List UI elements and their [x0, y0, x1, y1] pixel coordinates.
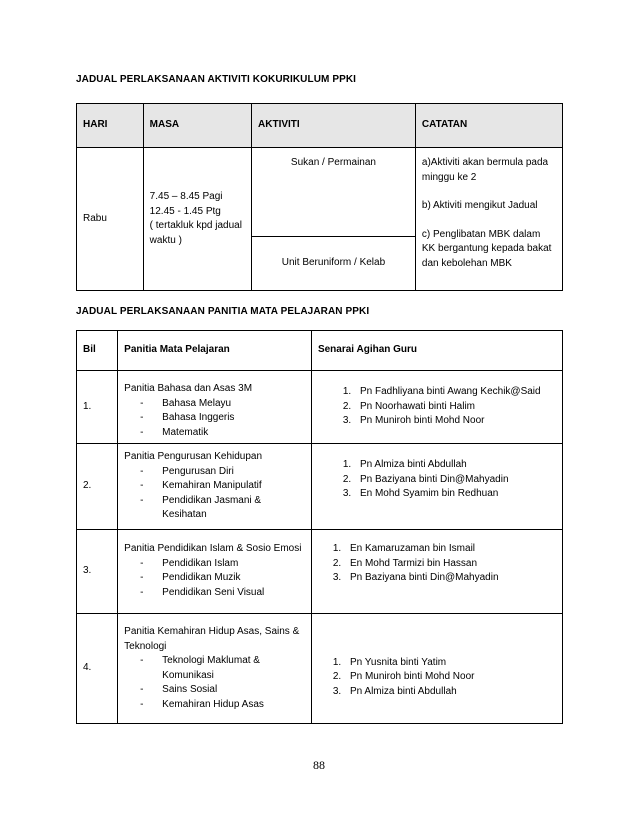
panitia-name: Panitia Kemahiran Hidup Asas, Sains & Teknologi	[124, 626, 300, 652]
subject-list	[124, 465, 305, 523]
aktiviti-cell: Unit Beruniform / Kelab	[252, 237, 416, 291]
table-row	[77, 444, 563, 530]
list-item: 2. Pn Noorhawati binti Halim	[354, 400, 556, 415]
list-item: 1. En Kamaruzaman bin Ismail	[344, 542, 556, 557]
section-heading-kokurikulum: JADUAL PERLAKSANAAN AKTIVITI KOKURIKULUM PPKI	[76, 74, 357, 85]
list-item: - Pendidikan Islam	[140, 557, 305, 572]
panitia-cell	[118, 371, 312, 444]
list-item: 3. Pn Almiza binti Abdullah	[344, 685, 556, 700]
catatan-note: c) Penglibatan MBK dalam KK bergantung kepada bakat dan kebolehan MBK	[421, 228, 552, 269]
masa-line: ( tertakluk kpd jadual	[149, 220, 242, 231]
header-guru: Senarai Agihan Guru	[311, 331, 562, 371]
guru-list	[318, 458, 556, 502]
section-heading-panitia: JADUAL PERLAKSANAAN PANITIA MATA PELAJARAN PPKI	[76, 306, 370, 317]
list-item: - Pengurusan Diri	[140, 465, 305, 480]
table-row	[77, 614, 563, 724]
list-item: 3. En Mohd Syamim bin Redhuan	[354, 487, 556, 502]
list-item: - Bahasa Inggeris	[140, 411, 305, 426]
list-item: - Sains Sosial	[140, 683, 305, 698]
catatan-note: b) Aktiviti mengikut Jadual	[421, 200, 538, 211]
list-item: - Matematik	[140, 426, 305, 441]
guru-cell	[311, 614, 562, 724]
list-item: 2. En Mohd Tarmizi bin Hassan	[344, 557, 556, 572]
table-row	[77, 530, 563, 614]
list-item: 3. Pn Baziyana binti Din@Mahyadin	[344, 571, 556, 586]
catatan-cell	[415, 148, 562, 291]
guru-list	[318, 656, 556, 700]
catatan-note: a)Aktiviti akan bermula pada minggu ke 2	[421, 157, 549, 183]
table-row	[77, 148, 563, 237]
table-row	[77, 371, 563, 444]
header-masa: MASA	[143, 104, 251, 148]
bil-cell: 2.	[77, 444, 118, 530]
panitia-cell	[118, 444, 312, 530]
aktiviti-cell: Sukan / Permainan	[252, 148, 416, 237]
bil-cell: 3.	[77, 530, 118, 614]
list-item: - Pendidikan Jasmani & Kesihatan	[140, 494, 305, 523]
subject-list	[124, 654, 305, 712]
list-item: 1. Pn Almiza binti Abdullah	[354, 458, 556, 473]
guru-list	[318, 542, 556, 586]
list-item: - Kemahiran Hidup Asas	[140, 698, 305, 713]
guru-cell	[311, 530, 562, 614]
list-item: - Teknologi Maklumat & Komunikasi	[140, 654, 305, 683]
masa-line: waktu )	[149, 234, 182, 246]
panitia-name: Panitia Pengurusan Kehidupan	[124, 451, 263, 463]
guru-cell	[311, 444, 562, 530]
guru-list	[318, 385, 556, 429]
page-number: 88	[313, 758, 325, 772]
bil-cell: 4.	[77, 614, 118, 724]
list-item: 1. Pn Fadhliyana binti Awang Kechik@Said	[354, 385, 556, 400]
table-header-row	[77, 331, 563, 371]
list-item: - Bahasa Melayu	[140, 397, 305, 412]
list-item: 2. Pn Baziyana binti Din@Mahyadin	[354, 473, 556, 488]
list-item: - Pendidikan Muzik	[140, 571, 305, 586]
header-panitia: Panitia Mata Pelajaran	[118, 331, 312, 371]
panitia-cell	[118, 530, 312, 614]
subject-list	[124, 557, 305, 601]
table-header-row	[77, 104, 563, 148]
panitia-cell	[118, 614, 312, 724]
list-item: 1. Pn Yusnita binti Yatim	[344, 656, 556, 671]
panitia-name: Panitia Pendidikan Islam & Sosio Emosi	[124, 543, 302, 554]
panitia-table	[76, 330, 563, 724]
hari-cell: Rabu	[77, 148, 144, 291]
list-item: - Pendidikan Seni Visual	[140, 586, 305, 601]
kokurikulum-table	[76, 103, 563, 291]
list-item: - Kemahiran Manipulatif	[140, 479, 305, 494]
panitia-name: Panitia Bahasa dan Asas 3M	[124, 383, 253, 394]
header-aktiviti: AKTIVITI	[252, 104, 416, 148]
bil-cell: 1.	[77, 371, 118, 444]
header-hari: HARI	[77, 104, 144, 148]
subject-list	[124, 397, 305, 441]
guru-cell	[311, 371, 562, 444]
masa-line: 12.45 - 1.45 Ptg	[149, 205, 221, 217]
list-item: 3. Pn Muniroh binti Mohd Noor	[354, 414, 556, 429]
list-item: 2. Pn Muniroh binti Mohd Noor	[344, 670, 556, 685]
header-catatan: CATATAN	[415, 104, 562, 148]
header-bil: Bil	[77, 331, 118, 371]
masa-cell	[143, 148, 251, 291]
masa-line: 7.45 – 8.45 Pagi	[149, 191, 223, 202]
